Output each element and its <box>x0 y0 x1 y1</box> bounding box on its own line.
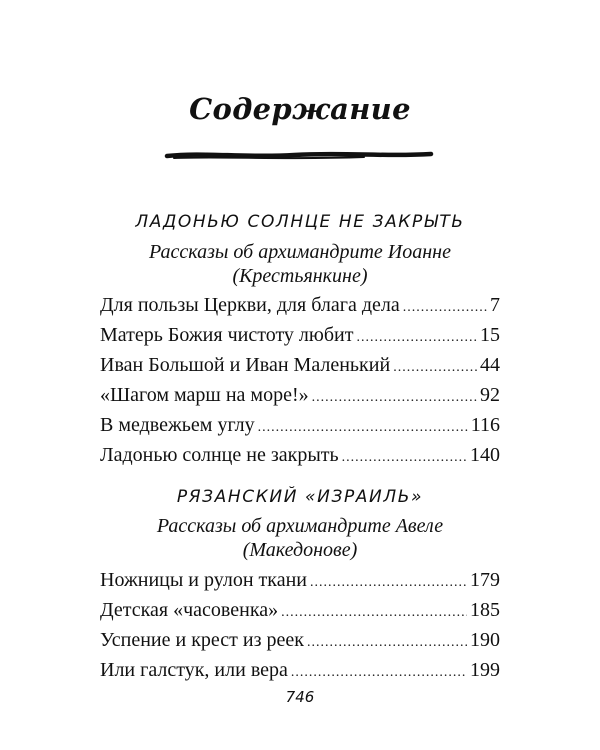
dot-leader <box>291 665 467 681</box>
toc-entry-title: В медвежьем углу <box>100 414 255 436</box>
section-heading: ЛАДОНЬЮ СОЛНЦЕ НЕ ЗАКРЫТЬ <box>135 212 465 232</box>
section-subtitle: Рассказы об архимандрите Иоанне <box>149 241 451 263</box>
toc-entry[interactable] <box>100 354 500 380</box>
toc-entry[interactable] <box>100 444 500 470</box>
dot-leader <box>281 605 467 621</box>
toc-entry-page: 92 <box>480 384 500 406</box>
toc-entry-page: 190 <box>470 629 500 651</box>
toc-entry-page: 179 <box>470 569 500 591</box>
toc-entry-title: Для пользы Церкви, для блага дела <box>100 294 400 316</box>
toc-entry-page: 140 <box>470 444 500 466</box>
toc-entry[interactable] <box>100 324 500 350</box>
dot-leader <box>356 330 477 346</box>
toc-entry-page: 116 <box>470 414 500 436</box>
section-subtitle: (Крестьянкине) <box>232 265 368 287</box>
toc-entry-title: Ножницы и рулон ткани <box>100 569 307 591</box>
toc-entry[interactable] <box>100 384 500 410</box>
toc-entry-title: Успение и крест из реек <box>100 629 304 651</box>
toc-entry-title: «Шагом марш на море!» <box>100 384 309 406</box>
decorative-brush-rule <box>164 148 434 164</box>
toc-entry[interactable] <box>100 659 500 685</box>
dot-leader <box>403 300 487 316</box>
toc-entry[interactable] <box>100 629 500 655</box>
toc-entry[interactable] <box>100 599 500 625</box>
dot-leader <box>258 420 468 436</box>
section-heading: РЯЗАНСКИЙ «ИЗРАИЛЬ» <box>176 487 424 507</box>
toc-entry[interactable] <box>100 569 500 595</box>
dot-leader <box>312 390 477 406</box>
page-title: Содержание <box>189 92 411 126</box>
section-subtitle: (Македонове) <box>242 539 358 561</box>
dot-leader <box>310 575 467 591</box>
toc-entry-page: 185 <box>470 599 500 621</box>
dot-leader <box>393 360 477 376</box>
toc-entry-title: Детская «часовенка» <box>100 599 279 621</box>
toc-entry-page: 199 <box>470 659 500 681</box>
toc-entry-title: Иван Большой и Иван Маленький <box>100 354 391 376</box>
page-number: 746 <box>285 688 315 706</box>
toc-entry-page: 7 <box>490 294 500 316</box>
toc-entry[interactable] <box>100 414 500 440</box>
toc-entry-title: Матерь Божия чистоту любит <box>100 324 354 346</box>
toc-entry-title: Или галстук, или вера <box>100 659 288 681</box>
section-subtitle: Рассказы об архимандрите Авеле <box>156 515 444 537</box>
dot-leader <box>307 635 467 651</box>
toc-entry[interactable] <box>100 294 500 320</box>
dot-leader <box>342 450 467 466</box>
toc-entry-title: Ладонью солнце не закрыть <box>100 444 339 466</box>
toc-entry-page: 15 <box>480 324 500 346</box>
toc-entry-page: 44 <box>480 354 500 376</box>
